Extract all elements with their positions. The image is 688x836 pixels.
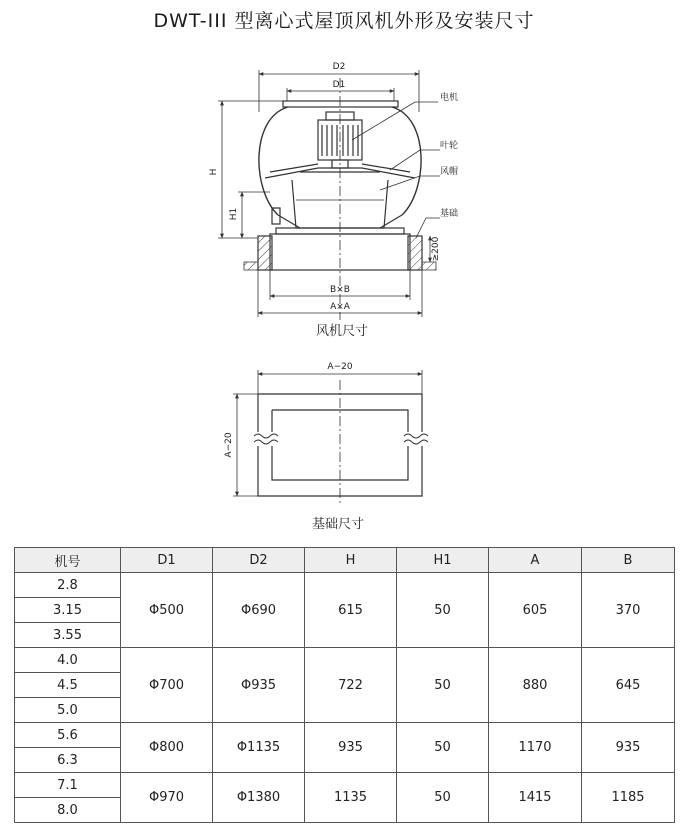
- foundation-plan: [254, 380, 428, 505]
- table-header-row: [15, 548, 675, 573]
- h-cell: 722: [305, 648, 397, 723]
- foundation-dimensions: [233, 370, 422, 496]
- table-row: [15, 723, 675, 748]
- label-bxb: B×B: [330, 285, 350, 295]
- b-cell: 1185: [582, 773, 675, 823]
- d2-cell: Φ690: [213, 573, 305, 648]
- page-title: DWT-III 型离心式屋顶风机外形及安装尺寸: [153, 10, 535, 32]
- fan-caption: 风机尺寸: [316, 324, 369, 339]
- label-min-200: ≥200: [431, 236, 441, 262]
- b-cell: 645: [582, 648, 675, 723]
- label-h: H: [209, 168, 219, 176]
- h1-cell: 50: [397, 773, 489, 823]
- label-plan-height: A−20: [224, 432, 234, 458]
- label-d1: D1: [332, 80, 346, 90]
- d1-cell: Φ970: [121, 773, 213, 823]
- label-impeller: 叶轮: [440, 141, 459, 151]
- header-b: B: [582, 548, 675, 573]
- foundation-left: [258, 236, 272, 270]
- h-cell: 615: [305, 573, 397, 648]
- foundation-right: [408, 236, 422, 270]
- a-cell: 605: [489, 573, 582, 648]
- h-cell: 1135: [305, 773, 397, 823]
- label-axa: A×A: [330, 302, 350, 312]
- b-cell: 370: [582, 573, 675, 648]
- model-cell: 7.1: [15, 773, 121, 798]
- model-cell: 5.6: [15, 723, 121, 748]
- b-cell: 935: [582, 723, 675, 773]
- model-cell: 8.0: [15, 798, 121, 823]
- model-cell: 6.3: [15, 748, 121, 773]
- label-hood: 风帽: [440, 167, 459, 177]
- header-d2: D2: [213, 548, 305, 573]
- d2-cell: Φ1380: [213, 773, 305, 823]
- header-model: 机号: [15, 548, 121, 573]
- h1-cell: 50: [397, 723, 489, 773]
- table-row: [15, 573, 675, 598]
- h1-cell: 50: [397, 573, 489, 648]
- d2-cell: Φ935: [213, 648, 305, 723]
- spec-table: [14, 547, 675, 823]
- label-h1: H1: [229, 207, 239, 221]
- model-cell: 2.8: [15, 573, 121, 598]
- h1-cell: 50: [397, 648, 489, 723]
- h-cell: 935: [305, 723, 397, 773]
- fan-dimension-labels: [209, 62, 458, 312]
- d2-cell: Φ1135: [213, 723, 305, 773]
- label-d2: D2: [332, 62, 346, 72]
- label-plan-width: A−20: [327, 362, 353, 372]
- table-row: [15, 648, 675, 673]
- model-cell: 5.0: [15, 698, 121, 723]
- d1-cell: Φ500: [121, 573, 213, 648]
- a-cell: 1415: [489, 773, 582, 823]
- a-cell: 1170: [489, 723, 582, 773]
- header-h: H: [305, 548, 397, 573]
- table-row: [15, 773, 675, 798]
- top-cap: [283, 101, 398, 107]
- a-cell: 880: [489, 648, 582, 723]
- label-base: 基础: [440, 209, 459, 219]
- fan-elevation: [244, 78, 436, 320]
- header-d1: D1: [121, 548, 213, 573]
- model-cell: 3.55: [15, 623, 121, 648]
- d1-cell: Φ700: [121, 648, 213, 723]
- model-cell: 4.5: [15, 673, 121, 698]
- label-motor: 电机: [440, 93, 459, 103]
- model-cell: 4.0: [15, 648, 121, 673]
- d1-cell: Φ800: [121, 723, 213, 773]
- header-h1: H1: [397, 548, 489, 573]
- model-cell: 3.15: [15, 598, 121, 623]
- header-a: A: [489, 548, 582, 573]
- base-caption: 基础尺寸: [312, 517, 365, 532]
